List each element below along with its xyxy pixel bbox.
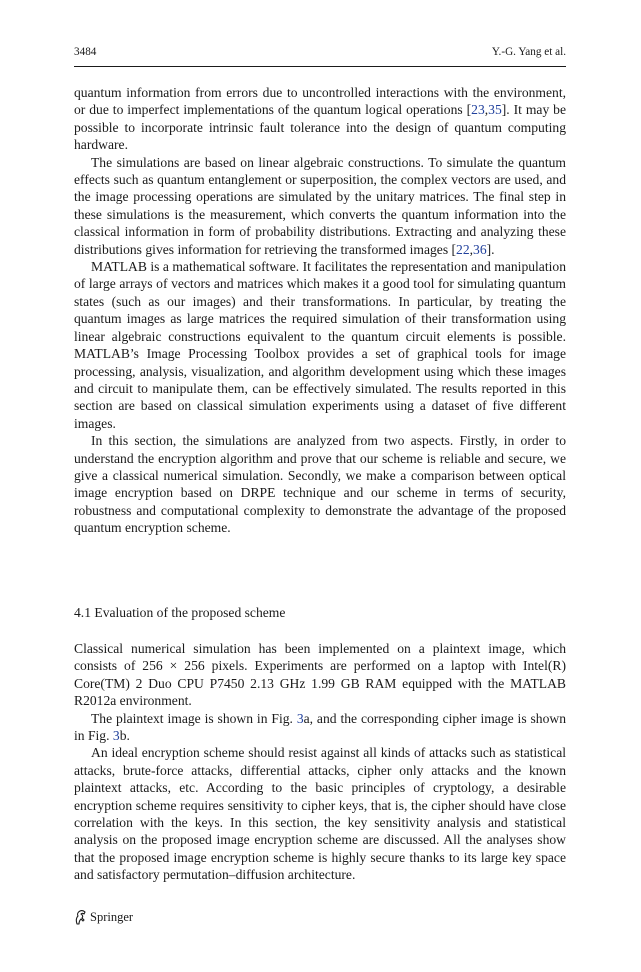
- text-run: Classical numerical simulation has been implemented on a plaintext image, which consists of 256 × 256 pixels. Experiments are performed on a laptop with Intel(R) Core(TM) 2 Duo CPU P7450 2.13 GHz 1.99 GB RAM equipped with the MATLAB R2012a environment.: [74, 641, 566, 709]
- paragraph: [74, 258, 566, 432]
- text-run: The simulations are based on linear algebraic constructions. To simulate the quantum effects such as quantum entanglement or superposition, the complex vectors are used, and the image processing operations are simulated by the unitary matrices. The final step in these simulations is the measurement, which converts the quantum information into the classical information in form of probability distributions. Extracting and analyzing these distributions gives information for retrieving the transformed images [: [74, 154, 566, 257]
- paragraph: [74, 710, 566, 745]
- paragraph: [74, 84, 566, 154]
- citation-link[interactable]: 35: [488, 102, 502, 118]
- text-run: An ideal encryption scheme should resist against all kinds of attacks such as statistical attacks, brute-force attacks, differential attacks, cipher only attacks and the known plaintext attacks, etc. According to the basic principles of cryptology, a desirable encryption scheme requires sensitivity to cipher keys, that is, the cipher should have close correlation with the keys. In this section, the key sensitivity analysis and statistical analysis on the proposed image encryption scheme are discussed. All the analyses show that the proposed image encryption scheme is highly secure thanks to its large key space and satisfactory permutation–diffusion architecture.: [74, 745, 566, 883]
- springer-horse-icon: [74, 909, 87, 925]
- citation-link[interactable]: 3: [112, 728, 120, 744]
- text-run: ,: [469, 241, 474, 257]
- citation-link[interactable]: 22: [456, 241, 470, 257]
- citation-link[interactable]: 3: [296, 710, 304, 726]
- section-body-text: [74, 640, 566, 884]
- header-rule: [74, 66, 566, 67]
- paragraph: [74, 640, 566, 710]
- text-run: ].: [486, 241, 495, 257]
- paragraph: [74, 744, 566, 883]
- text-run: ,: [484, 102, 489, 118]
- text-run: The plaintext image is shown in Fig.: [91, 710, 297, 726]
- paragraph: [74, 154, 566, 258]
- text-run: MATLAB is a mathematical software. It facilitates the representation and manipulation of large arrays of vectors and matrices which makes it a good tool for simulating quantum states (such as our images) and their transformations. In particular, by treating the quantum images as large matrices the required simulation of their transformation using linear algebraic constructions equivalent to the quantum circuit elements is possible. MATLAB’s Image Processing Toolbox provides a set of graphical tools for image processing, analysis, visualization, and algorithm development using which these images and circuit to manipulate them, can be effectively simulated. The results reported in this section are based on classical simulation experiments using a dataset of five different images.: [74, 259, 566, 431]
- citation-link[interactable]: 36: [473, 241, 487, 257]
- citation-link[interactable]: 23: [471, 102, 485, 118]
- footer: [74, 908, 133, 926]
- text-run: b.: [119, 728, 130, 744]
- running-header: [74, 44, 566, 62]
- body-text: [74, 84, 566, 537]
- page-number: 3484: [74, 46, 97, 58]
- running-author: Y.-G. Yang et al.: [491, 46, 566, 58]
- section-heading: 4.1 Evaluation of the proposed scheme: [74, 605, 286, 620]
- text-run: quantum information from errors due to uncontrolled interactions with the environment, or due to imperfect implementations of the quantum logical operations [: [74, 85, 566, 118]
- publisher-name: Springer: [90, 909, 134, 924]
- paragraph: [74, 432, 566, 536]
- text-run: ]. It may be possible to incorporate intrinsic fault tolerance into the design of quantum computing hardware.: [74, 102, 566, 153]
- text-run: a, and the corresponding cipher image is shown in Fig.: [74, 710, 567, 744]
- text-run: In this section, the simulations are analyzed from two aspects. Firstly, in order to understand the encryption algorithm and prove that our scheme is reliable and secure, we give a classical numerical simulation. Secondly, we make a comparison between optical image encryption based on DRPE technique and our scheme in terms of security, robustness and computational complexity to demonstrate the advantage of the proposed quantum encryption scheme.: [74, 433, 566, 536]
